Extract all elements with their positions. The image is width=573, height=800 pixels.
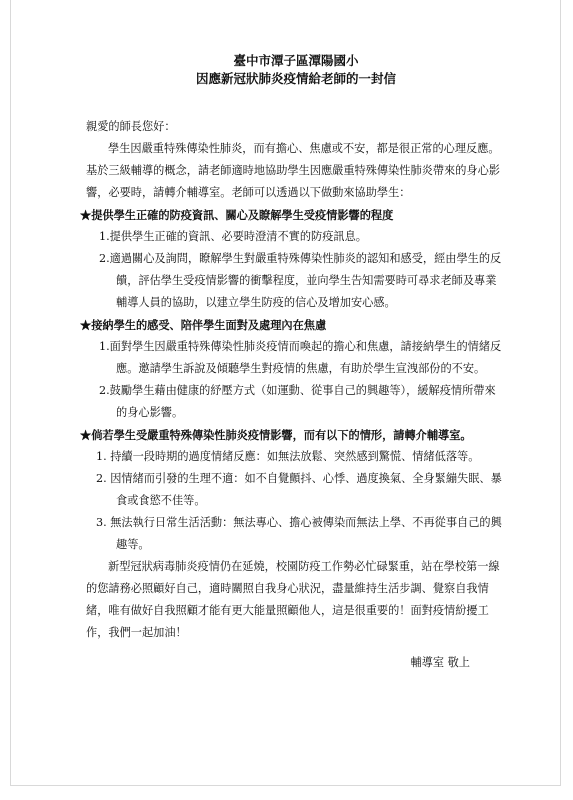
section-heading-3: ★倘若學生受嚴重特殊傳染性肺炎疫情影響，而有以下的情形，請轉介輔導室。 [80,428,472,442]
closing-paragraph: 新型冠狀病毒肺炎疫情仍在延燒，校園防疫工作勢必忙碌緊重，站在學校第一線的您請務必照顧好自己，適時關照自我身心狀況，盡量維持生活步調、覺察自我情緒，唯有做好自我照顧才能有更大能量照顧他人，這是很重要的！面對疫情紛擾工作，我們一起加油！ [86,560,500,639]
letter-header [86,52,506,88]
greeting: 親愛的師長您好： [86,120,176,133]
section-3-item-3: 3. 無法執行日常生活活動：無法專心、擔心被傳染而無法上學、不再從事自己的興趣等。 [96,516,502,551]
signature: 輔導室 敬上 [410,656,470,669]
intro-paragraph: 學生因嚴重特殊傳染性肺炎，而有擔心、焦慮或不安，都是很正常的心理反應。基於三級輔導的概念，請老師適時地協助學生因應嚴重特殊傳染性肺炎帶來的身心影響，必要時，請轉介輔導室。老師可以透過以下做動來協助學生： [86,142,500,199]
section-3-item-1: 1. 持續一段時期的過度情緒反應：如無法放鬆、突然感到驚慌、情緒低落等。 [96,450,480,463]
letter-subject: 因應新冠狀肺炎疫情給老師的一封信 [195,71,396,86]
section-1-item-1: 1.提供學生正確的資訊、必要時澄清不實的防疫訊息。 [99,230,367,243]
section-heading-2: ★接納學生的感受、陪伴學生面對及處理內在焦慮 [80,318,327,332]
school-name: 臺中市潭子區潭陽國小 [233,53,359,68]
section-heading-1: ★提供學生正確的防疫資訊、關心及瞭解學生受疫情影響的程度 [80,208,394,222]
section-1-item-2: 2.適過關心及詢問，瞭解學生對嚴重特殊傳染性肺炎的認知和感受，經由學生的反饋，評估學生受疫情影響的衝擊程度，並向學生告知需要時可尋求老師及專業輔導人員的協助，以建立學生防疫的信心及增加安心感。 [99,252,502,309]
section-2-item-1: 1.面對學生因嚴重特殊傳染性肺炎疫情而喚起的擔心和焦慮，請接納學生的情緒反應。邀請學生訴說及傾聽學生對疫情的焦慮，有助於學生宣洩部份的不安。 [99,340,502,375]
section-3-item-2: 2. 因情緒而引發的生理不適：如不自覺顫抖、心悸、過度換氣、全身緊繃失眠、暴食或食慾不佳等。 [96,472,502,507]
section-2-item-2: 2.鼓勵學生藉由健康的紓壓方式（如運動、從事自己的興趣等），緩解疫情所帶來的身心影響。 [99,384,496,419]
letter [80,52,506,674]
